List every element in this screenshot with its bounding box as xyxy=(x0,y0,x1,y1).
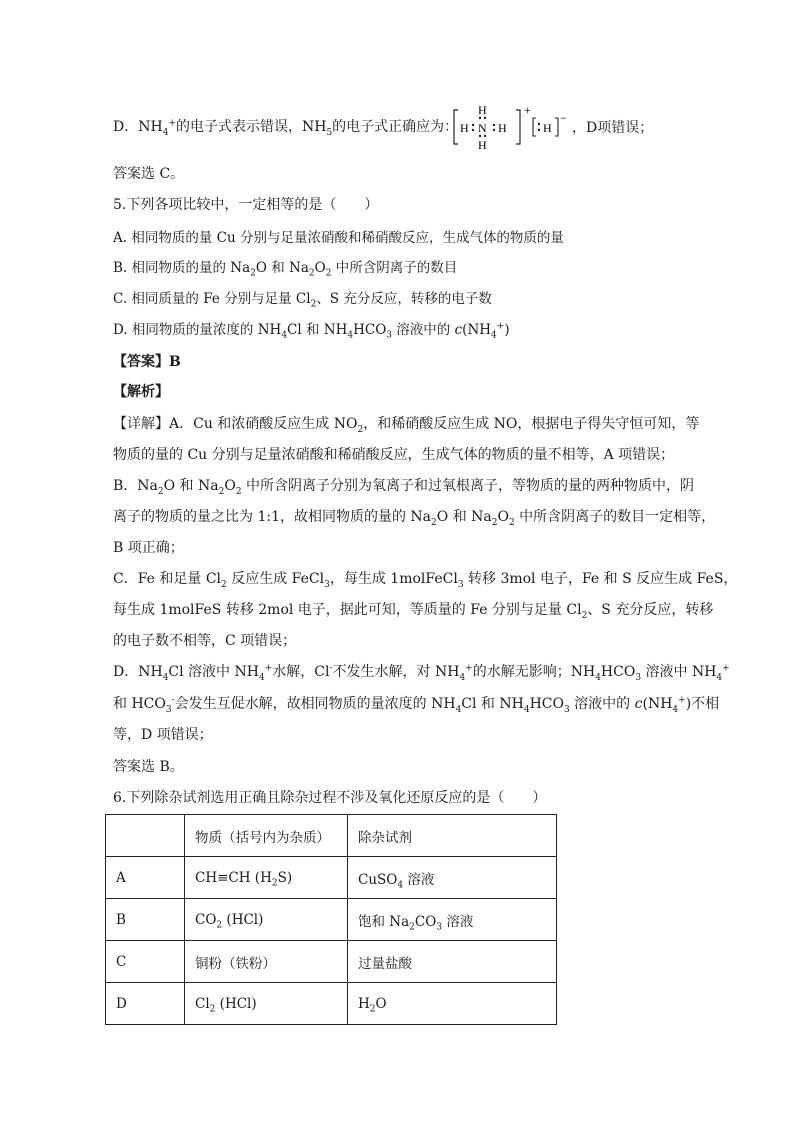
subscript: 4 xyxy=(162,127,169,138)
table-header-row xyxy=(106,815,557,857)
h-right: H xyxy=(498,121,507,135)
h-anion: H xyxy=(543,121,552,135)
q5-option-a: A. 相同物质的量 Cu 分别与足量浓硝酸和稀硝酸反应，生成气体的物质的量 xyxy=(113,230,564,246)
detail-line-3: B．$Na_2O$ 和 $Na_2O_2$ 中所含阴离子分别为氧离子和过氧根离子，等物质的量的两种物质中，阴 xyxy=(113,478,695,497)
table-row xyxy=(106,899,557,941)
bracket-right-shape xyxy=(516,110,520,144)
detail-line-9: D．$NH_4Cl$ 溶液中 $NH_4^+$水解，Cl-不发生水解，对 $NH_4^+$的水解无影响；$NH_4HCO_3$ 溶液中 $NH_4^+$ xyxy=(113,663,730,683)
answer-b-line: 答案选 B。 xyxy=(113,759,184,775)
table-row xyxy=(106,857,557,899)
h-top: H xyxy=(478,104,487,117)
n-atom: N xyxy=(478,121,487,135)
row-label: D xyxy=(106,983,185,1025)
nh5-lewis-structure xyxy=(450,104,654,150)
substance-cell: 铜粉（铁粉） xyxy=(185,941,348,983)
superscript: + xyxy=(168,118,176,129)
analysis-d-line xyxy=(113,117,458,137)
q5-option-d: D. 相同物质的量浓度的 $NH_4Cl$ 和 $NH_4HCO_3$ 溶液中的 $c(NH_4^+)$ xyxy=(113,321,510,341)
substance-cell: $Cl_2$ (HCl) xyxy=(185,983,348,1025)
q5-option-c: C. 相同质量的 Fe 分别与足量 $Cl_2$、S 充分反应，转移的电子数 xyxy=(113,291,492,310)
row-label: A xyxy=(106,857,185,899)
question-5-stem: 5.下列各项比较中，一定相等的是（ ） xyxy=(113,197,379,213)
subscript: 5 xyxy=(326,127,333,138)
detail-line-11: 等，D 项错误； xyxy=(113,727,213,743)
text-fragment: 的电子式表示错误，NH xyxy=(175,119,327,135)
q5-option-b: B. 相同物质的量的 $Na_2O$ 和 $Na_2O_2$ 中所含阴离子的数目 xyxy=(113,260,458,279)
text-fragment: D．NH xyxy=(113,119,163,135)
plus-charge: + xyxy=(524,104,531,117)
detail-line-10: 和 $HCO_3^-$会发生互促水解，故相同物质的量浓度的 $NH_4Cl$ 和 $NH_4HCO_3$ 溶液中的 $c(NH_4^+)$不相 xyxy=(113,695,720,715)
reagent-cell: CuSO$_4$ 溶液 xyxy=(348,857,557,899)
text-fragment: 的电子式正确应为： xyxy=(332,119,459,135)
detail-line-1: 【详解】A．Cu 和浓硝酸反应生成 $NO_2$，和稀硝酸反应生成 NO，根据电子得失守恒可知，等 xyxy=(113,416,700,435)
reagent-cell: $H_2O$ xyxy=(348,983,557,1025)
reagent-cell: 过量盐酸 xyxy=(348,941,557,983)
table-row xyxy=(106,983,557,1025)
detail-line-4: 离子的物质的量之比为 1:1，故相同物质的量的 $Na_2O$ 和 $Na_2O_2$ 中所含阴离子的数目一定相等， xyxy=(113,509,716,528)
anion-bracket-left xyxy=(533,118,536,136)
analysis-label: 【解析】 xyxy=(113,384,169,400)
detail-line-8: 的电子数不相等，C 项错误； xyxy=(113,633,297,649)
minus-charge: − xyxy=(560,111,567,125)
row-label: C xyxy=(106,941,185,983)
detail-line-2: 物质的量的 Cu 分别与足量浓硝酸和稀硝酸反应，生成气体的物质的量不相等，A 项错误； xyxy=(113,447,675,463)
table-header-cell xyxy=(106,815,185,857)
h-bottom: H xyxy=(478,138,487,150)
text-fragment: ，D项错误； xyxy=(572,120,654,136)
substance-cell: $CO_2$ (HCl) xyxy=(185,899,348,941)
q6-options-table xyxy=(105,814,557,1025)
detail-line-6: C．Fe 和足量 $Cl_2$ 反应生成 FeCl$_3$，每生成 1molFeCl$_3$ 转移 3mol 电子，Fe 和 S 反应生成 FeS， xyxy=(113,571,738,590)
detail-line-5: B 项正确； xyxy=(113,540,184,556)
table-row xyxy=(106,941,557,983)
answer-c-line: 答案选 C。 xyxy=(113,166,185,182)
bracket-left-shape xyxy=(454,110,458,144)
h-left: H xyxy=(460,121,469,135)
answer-label: 【答案】B xyxy=(113,354,181,370)
question-6-stem: 6.下列除杂试剂选用正确且除杂过程不涉及氧化还原反应的是（ ） xyxy=(113,790,547,806)
substance-cell: CH≡CH $(H_2S)$ xyxy=(185,857,348,899)
anion-bracket-right xyxy=(555,118,558,136)
table-header-cell: 除杂试剂 xyxy=(348,815,557,857)
row-label: B xyxy=(106,899,185,941)
reagent-cell: 饱和 $Na_2CO_3$ 溶液 xyxy=(348,899,557,941)
detail-line-7: 每生成 1molFeS 转移 2mol 电子，据此可知，等质量的 Fe 分别与足量 $Cl_2$、S 充分反应，转移 xyxy=(113,602,714,621)
table-header-cell: 物质（括号内为杂质） xyxy=(185,815,348,857)
